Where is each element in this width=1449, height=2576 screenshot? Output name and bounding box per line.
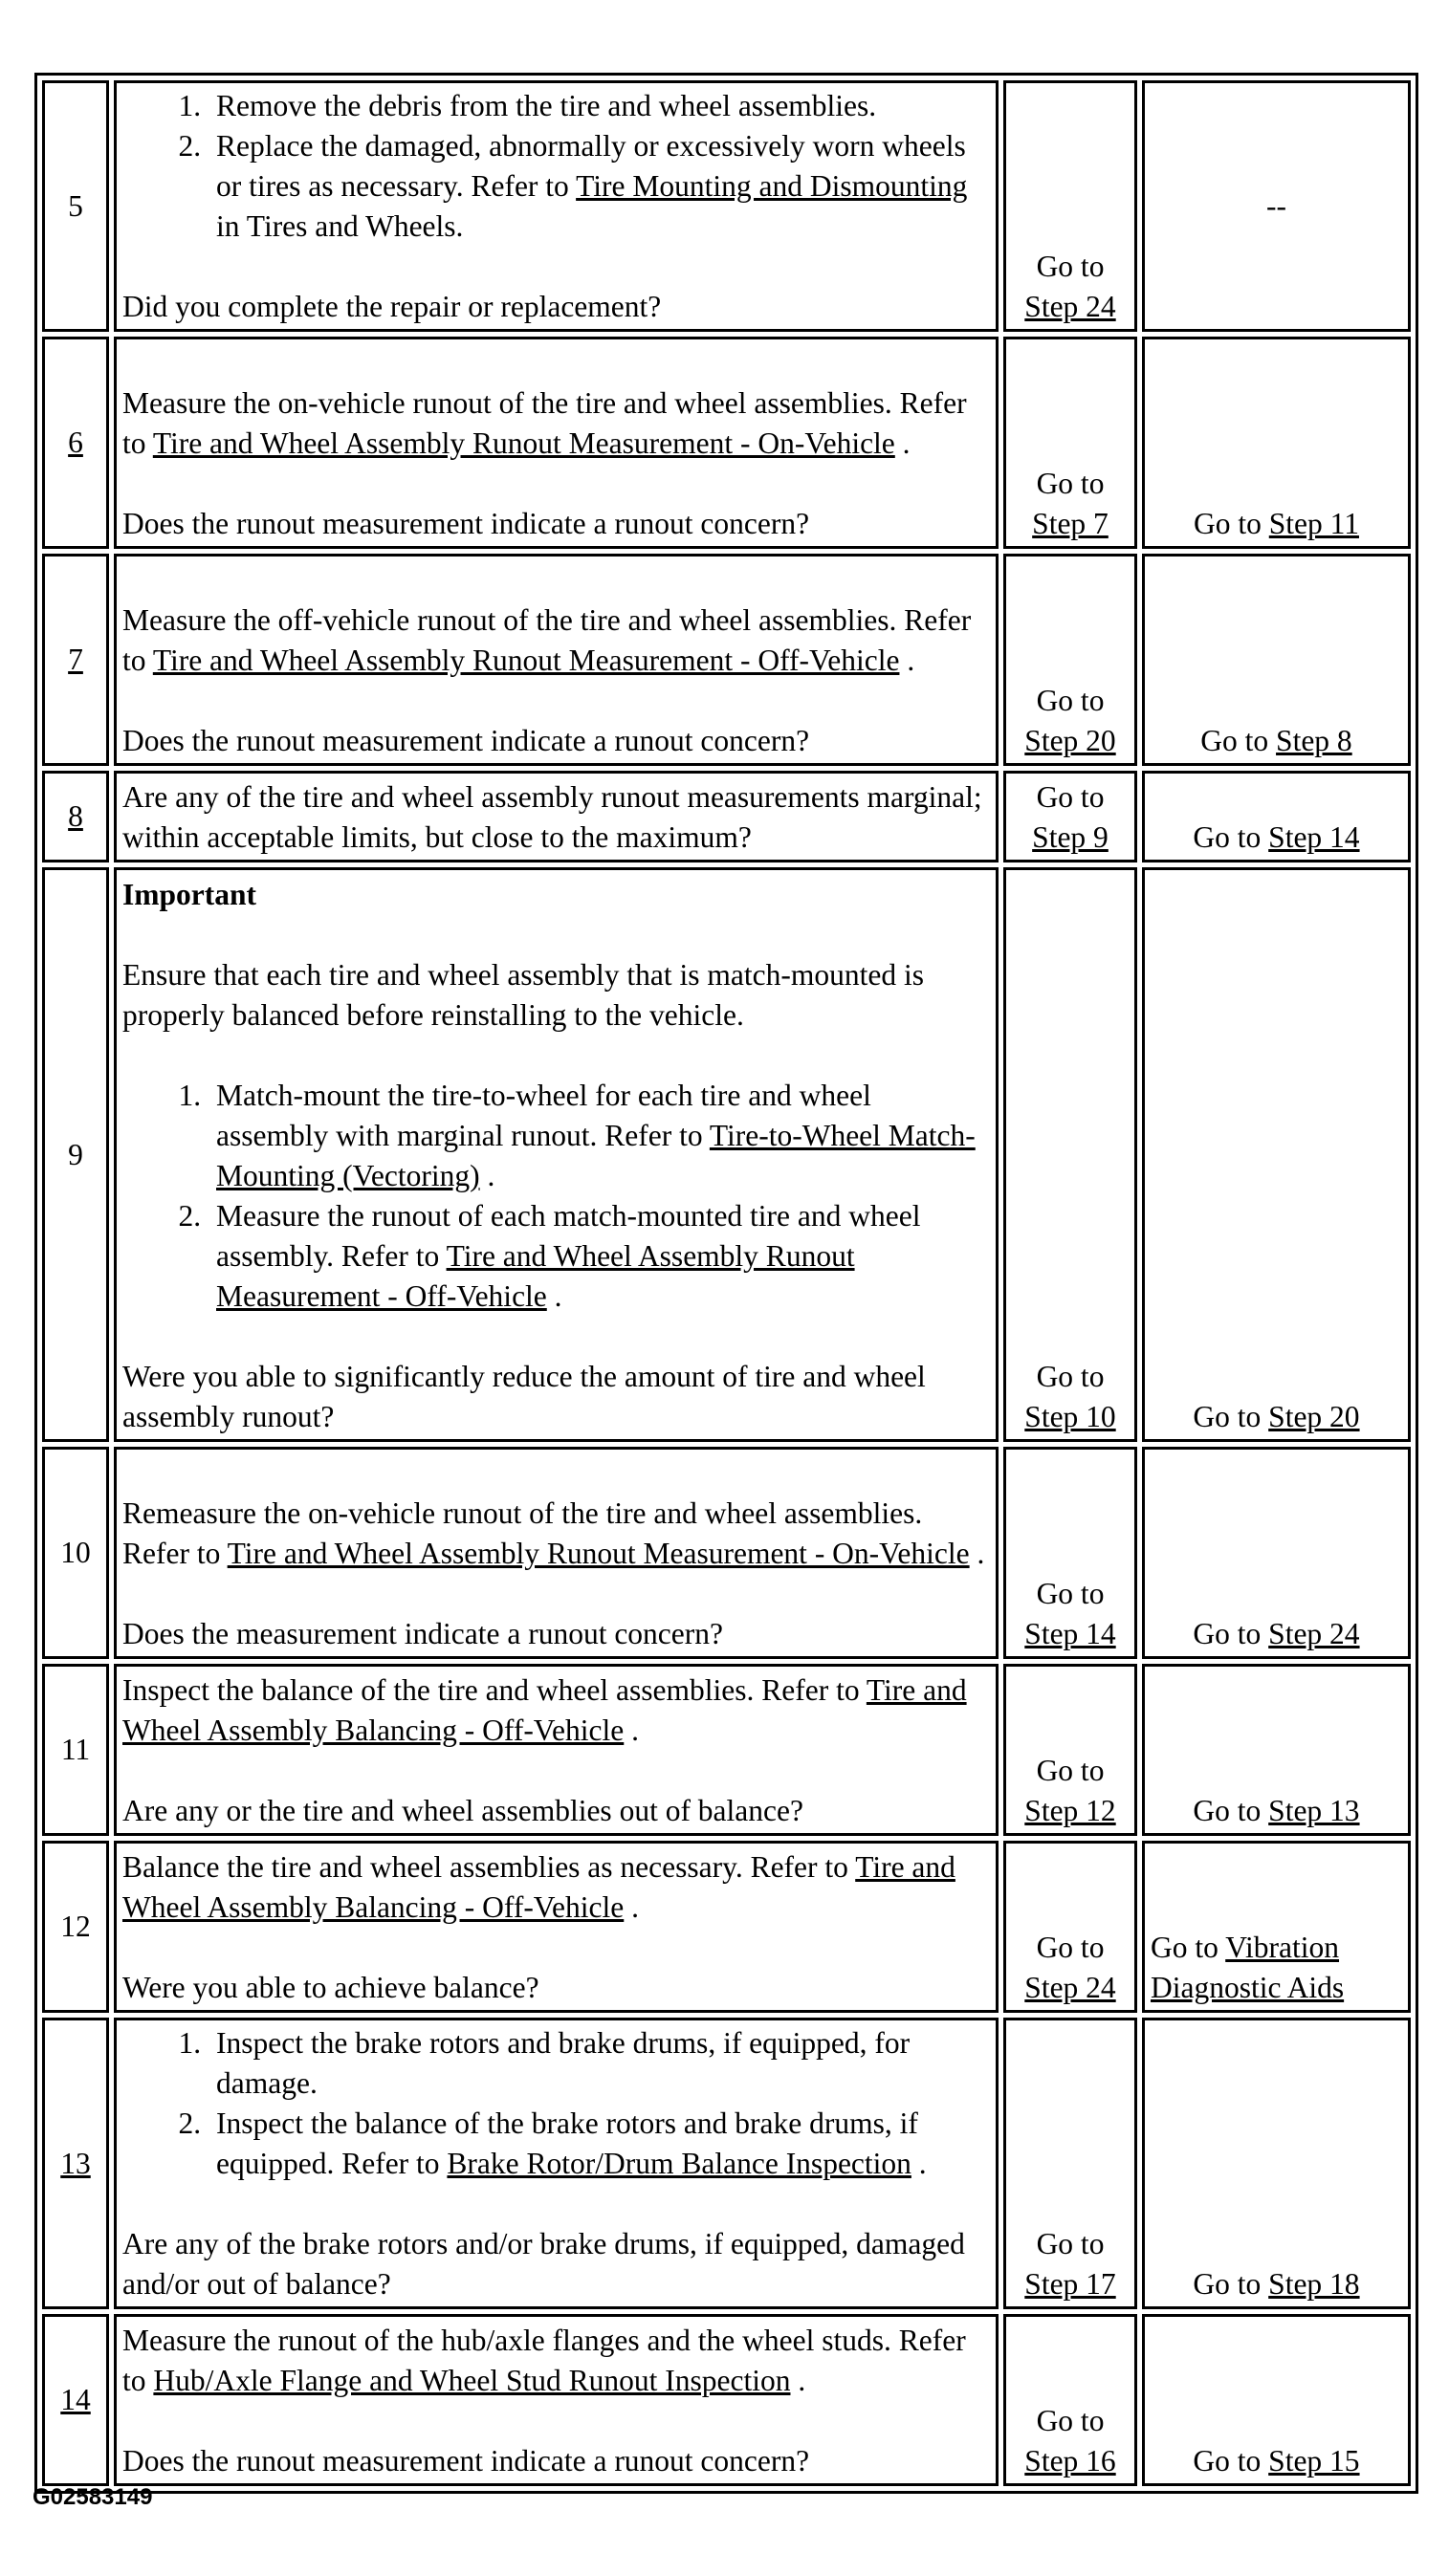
- goto-label: Go to: [1194, 507, 1262, 540]
- yes-cell: [1003, 1664, 1137, 1836]
- list-item: 1. Inspect the brake rotors and brake drums, if equipped, for damage.: [209, 2023, 990, 2104]
- step-link[interactable]: Step 13: [1268, 1794, 1360, 1827]
- no-cell: --: [1142, 80, 1411, 332]
- step-link[interactable]: Step 7: [1032, 507, 1109, 540]
- goto-label: Go to: [1036, 250, 1105, 283]
- action-cell: [114, 2314, 999, 2486]
- step-number: [42, 2018, 109, 2309]
- goto-label: Go to: [1036, 1931, 1105, 1964]
- step-link[interactable]: Step 14: [1024, 1617, 1116, 1650]
- list-item: 1. Match-mount the tire-to-wheel for each tire and wheel assembly with marginal runout. Refer to Tire-to-Wheel Match-Mounting (Vectoring) .: [209, 1076, 990, 1196]
- step-row-9: [42, 867, 1411, 1442]
- goto-label: Go to: [1193, 1400, 1262, 1433]
- step-number: 12: [42, 1841, 109, 2013]
- action-cell: [114, 867, 999, 1442]
- important-note: Ensure that each tire and wheel assembly that is match-mounted is properly balanced before reinstalling to the vehicle.: [122, 958, 924, 1032]
- question-text: Are any or the tire and wheel assemblies out of balance?: [122, 1794, 803, 1827]
- step-number: [42, 554, 109, 766]
- step-link[interactable]: Step 16: [1024, 2444, 1116, 2478]
- goto-label: Go to: [1193, 2267, 1262, 2301]
- match-mounting-link[interactable]: Tire-to-Wheel Match-Mounting (Vectoring): [216, 1119, 976, 1192]
- figure-id: G02583149: [33, 2484, 153, 2510]
- yes-cell: [1003, 80, 1137, 332]
- yes-cell: [1003, 2314, 1137, 2486]
- step-number: 5: [42, 80, 109, 332]
- step-row-13: [42, 2018, 1411, 2309]
- goto-label: Go to: [1151, 1931, 1218, 1964]
- question-text: Does the runout measurement indicate a runout concern?: [122, 724, 810, 757]
- yes-cell: [1003, 867, 1137, 1442]
- action-list: [122, 1076, 990, 1317]
- action-text: Measure the runout of the hub/axle flanges and the wheel studs. Refer to Hub/Axle Flange and Wheel Stud Runout Inspection .: [122, 2324, 966, 2397]
- step-link[interactable]: Step 24: [1024, 1971, 1116, 2004]
- no-cell: [1142, 867, 1411, 1442]
- no-cell: [1142, 2018, 1411, 2309]
- question-text: Does the runout measurement indicate a runout concern?: [122, 507, 810, 540]
- yes-cell: [1003, 1447, 1137, 1659]
- runout-on-vehicle-link[interactable]: Tire and Wheel Assembly Runout Measurement - On-Vehicle: [152, 426, 895, 460]
- no-cell: [1142, 2314, 1411, 2486]
- step-row-12: [42, 1841, 1411, 2013]
- no-cell: [1142, 1841, 1411, 2013]
- list-item: 2. Inspect the balance of the brake rotors and brake drums, if equipped. Refer to Brake Rotor/Drum Balance Inspection .: [209, 2104, 990, 2184]
- question-text: Were you able to achieve balance?: [122, 1971, 539, 2004]
- action-cell: [114, 1447, 999, 1659]
- step-number: [42, 771, 109, 862]
- step-number-link[interactable]: 14: [60, 2383, 91, 2416]
- action-cell: [114, 2018, 999, 2309]
- action-cell: [114, 1841, 999, 2013]
- action-cell: [114, 554, 999, 766]
- step-row-5: [42, 80, 1411, 332]
- action-text: Measure the off-vehicle runout of the tire and wheel assemblies. Refer to Tire and Wheel Assembly Runout Measurement - Off-Vehicle .: [122, 603, 972, 677]
- list-item: 2. Measure the runout of each match-mounted tire and wheel assembly. Refer to Tire and Wheel Assembly Runout Measurement - Off-Vehicle .: [209, 1196, 990, 1317]
- vibration-diagnostic-aids-link[interactable]: Vibration Diagnostic Aids: [1151, 1931, 1345, 2004]
- step-link[interactable]: Step 17: [1024, 2267, 1116, 2301]
- goto-label: Go to: [1193, 2444, 1262, 2478]
- goto-label: Go to: [1193, 820, 1262, 854]
- goto-label: Go to: [1193, 1794, 1262, 1827]
- step-link[interactable]: Step 9: [1032, 820, 1109, 854]
- goto-label: Go to: [1036, 467, 1105, 500]
- step-link[interactable]: Step 24: [1024, 290, 1116, 323]
- brake-rotor-link[interactable]: Brake Rotor/Drum Balance Inspection: [447, 2147, 911, 2180]
- step-link[interactable]: Step 11: [1268, 507, 1359, 540]
- step-link[interactable]: Step 24: [1268, 1617, 1360, 1650]
- no-cell: [1142, 337, 1411, 549]
- yes-cell: [1003, 771, 1137, 862]
- question-text: Are any of the tire and wheel assembly runout measurements marginal; within acceptable limits, but close to the maximum?: [122, 780, 982, 854]
- no-cell: [1142, 1447, 1411, 1659]
- step-row-6: [42, 337, 1411, 549]
- no-cell: [1142, 1664, 1411, 1836]
- yes-cell: [1003, 337, 1137, 549]
- balancing-link[interactable]: Tire and Wheel Assembly Balancing - Off-Vehicle: [122, 1850, 955, 1924]
- action-text: Balance the tire and wheel assemblies as necessary. Refer to Tire and Wheel Assembly Balancing - Off-Vehicle .: [122, 1850, 955, 1924]
- action-list: [122, 2023, 990, 2184]
- action-text: Remeasure the on-vehicle runout of the tire and wheel assemblies. Refer to Tire and Wheel Assembly Runout Measurement - On-Vehicle .: [122, 1496, 985, 1570]
- step-row-14: [42, 2314, 1411, 2486]
- step-number-link[interactable]: 13: [60, 2146, 91, 2180]
- step-row-10: [42, 1447, 1411, 1659]
- step-number: 10: [42, 1447, 109, 1659]
- step-link[interactable]: Step 14: [1268, 820, 1360, 854]
- goto-label: Go to: [1036, 1754, 1105, 1787]
- step-number: 11: [42, 1664, 109, 1836]
- step-link[interactable]: Step 20: [1024, 724, 1116, 757]
- diagnostic-table: [34, 73, 1418, 2494]
- goto-label: Go to: [1036, 2227, 1105, 2260]
- important-heading: Important: [122, 878, 256, 911]
- action-list: [122, 86, 990, 247]
- step-link[interactable]: Step 8: [1276, 724, 1352, 757]
- step-link[interactable]: Step 15: [1268, 2444, 1360, 2478]
- no-cell: [1142, 554, 1411, 766]
- tire-mounting-link[interactable]: Tire Mounting and Dismounting: [576, 169, 968, 203]
- runout-off-vehicle-link[interactable]: Tire and Wheel Assembly Runout Measurement - Off-Vehicle: [152, 644, 900, 677]
- yes-cell: [1003, 2018, 1137, 2309]
- step-number-link[interactable]: 7: [68, 643, 83, 676]
- action-cell: [114, 80, 999, 332]
- step-row-8: [42, 771, 1411, 862]
- action-cell: [114, 1664, 999, 1836]
- goto-label: Go to: [1036, 1577, 1105, 1610]
- yes-cell: [1003, 554, 1137, 766]
- step-link[interactable]: Step 20: [1268, 1400, 1360, 1433]
- goto-label: Go to: [1036, 2404, 1105, 2437]
- question-text: Does the runout measurement indicate a runout concern?: [122, 2444, 810, 2478]
- goto-label: Go to: [1036, 780, 1105, 814]
- step-number: [42, 2314, 109, 2486]
- no-cell: [1142, 771, 1411, 862]
- step-number-link[interactable]: 6: [68, 426, 83, 459]
- step-number: [42, 337, 109, 549]
- yes-cell: [1003, 1841, 1137, 2013]
- goto-label: Go to: [1200, 724, 1269, 757]
- runout-on-vehicle-link[interactable]: Tire and Wheel Assembly Runout Measurement - On-Vehicle: [227, 1537, 970, 1570]
- step-link[interactable]: Step 10: [1024, 1400, 1116, 1433]
- diagnostic-table-wrapper: [34, 73, 1415, 2494]
- action-text: Measure the on-vehicle runout of the tire and wheel assemblies. Refer to Tire and Wheel Assembly Runout Measurement - On-Vehicle .: [122, 386, 967, 460]
- goto-label: Go to: [1193, 1617, 1262, 1650]
- question-text: Are any of the brake rotors and/or brake drums, if equipped, damaged and/or out of balance?: [122, 2227, 965, 2301]
- question-text: Did you complete the repair or replacement?: [122, 290, 662, 323]
- action-cell: [114, 771, 999, 862]
- list-item: 2. Replace the damaged, abnormally or excessively worn wheels or tires as necessary. Refer to Tire Mounting and Dismounting in Tires and Wheels.: [209, 126, 990, 247]
- question-text: Were you able to significantly reduce the amount of tire and wheel assembly runout?: [122, 1360, 926, 1433]
- balancing-link[interactable]: Tire and Wheel Assembly Balancing - Off-Vehicle: [122, 1673, 967, 1747]
- action-cell: [114, 337, 999, 549]
- step-row-11: [42, 1664, 1411, 1836]
- step-link[interactable]: Step 18: [1268, 2267, 1360, 2301]
- runout-off-vehicle-link[interactable]: Tire and Wheel Assembly Runout Measurement - Off-Vehicle: [216, 1239, 855, 1313]
- list-item: 1. Remove the debris from the tire and wheel assemblies.: [209, 86, 990, 126]
- step-link[interactable]: Step 12: [1024, 1794, 1116, 1827]
- action-text: Inspect the balance of the tire and wheel assemblies. Refer to Tire and Wheel Assembly Balancing - Off-Vehicle .: [122, 1673, 967, 1747]
- goto-label: Go to: [1036, 684, 1105, 717]
- goto-label: Go to: [1036, 1360, 1105, 1393]
- step-number: 9: [42, 867, 109, 1442]
- hub-axle-link[interactable]: Hub/Axle Flange and Wheel Stud Runout Inspection: [153, 2364, 791, 2397]
- step-row-7: [42, 554, 1411, 766]
- step-number-link[interactable]: 8: [68, 799, 83, 833]
- question-text: Does the measurement indicate a runout concern?: [122, 1617, 723, 1650]
